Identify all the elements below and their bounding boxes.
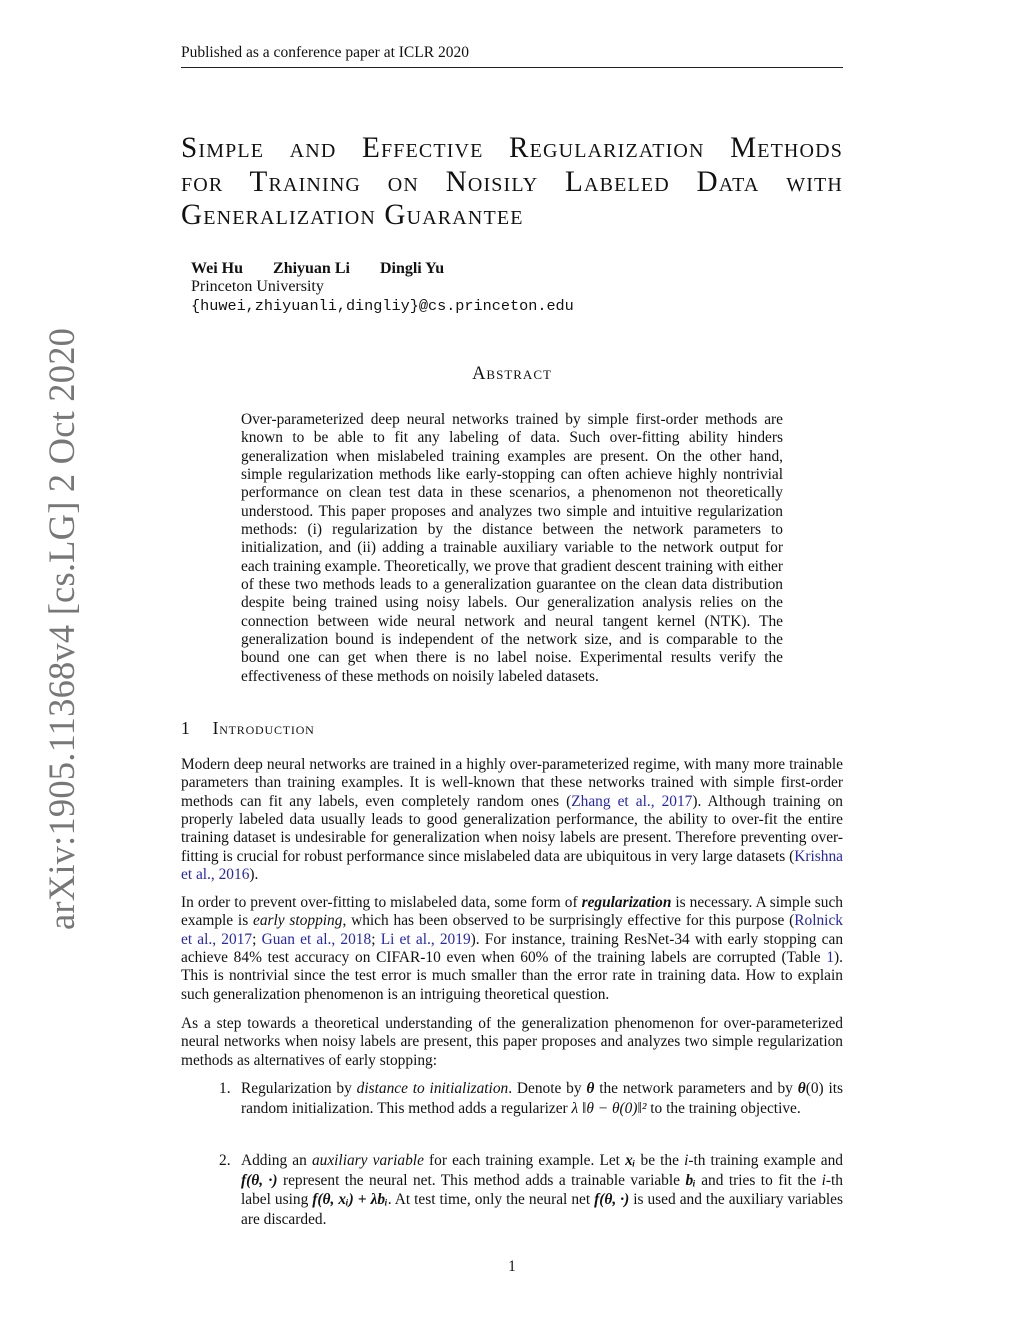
section-heading bbox=[181, 718, 315, 739]
section-number: 1 bbox=[181, 718, 191, 738]
citation-link[interactable]: Li et al., 2019 bbox=[380, 930, 471, 948]
list-item-1: 1. Regularization by distance to initialization. Denote by θ the network parameters and by θ(0) its random initialization. This method adds a regularizer λ ‖θ − θ(0)‖² to the training objective. bbox=[219, 1080, 844, 1117]
author-name: Zhiyuan Li bbox=[273, 260, 350, 277]
author-email: {huwei,zhiyuanli,dingliy}@cs.princeton.edu bbox=[191, 297, 574, 315]
running-header: Published as a conference paper at ICLR 2020 bbox=[181, 44, 843, 68]
citation-link[interactable]: Zhang et al., 2017 bbox=[571, 792, 693, 810]
intro-paragraph-2: In order to prevent over-fitting to mislabeled data, some form of regularization is necessary. A simple such example is early stopping, which has been observed to be surprisingly effective for this purpose (Rolnick et al., 2017; Guan et al., 2018; Li et al., 2019). For instance, training ResNet-34 with early stopping can achieve 84% test accuracy on CIFAR-10 even when 60% of the training labels are corrupted (Table 1). This is nontrivial since the test error is much smaller than the error rate in training data. How to explain such generalization phenomenon is an intriguing theoretical question. bbox=[181, 894, 844, 1003]
page-number: 1 bbox=[508, 1258, 516, 1275]
section-title: Introduction bbox=[212, 718, 315, 738]
paper-title bbox=[181, 132, 843, 233]
intro-paragraph-3: As a step towards a theoretical understanding of the generalization phenomenon for over-parameterized neural networks when noisy labels are present, this paper proposes and analyzes two simple regularization methods as alternatives of early stopping: bbox=[181, 1015, 843, 1069]
author-name: Dingli Yu bbox=[379, 260, 445, 277]
title-line-2: for Training on Noisily Labeled Data with bbox=[181, 165, 843, 198]
list-item-2: 2. Adding an auxiliary variable for each training example. Let xᵢ be the i-th training example and f(θ, ·) represent the neural net. This method adds a trainable variable bᵢ and tries to fit the i-th label using f(θ, xᵢ) + λbᵢ. At test time, only the neural net f(θ, ·) is used and the auxiliary variables are discarded. bbox=[219, 1152, 844, 1228]
title-line-3: Generalization Guarantee bbox=[181, 199, 524, 231]
abstract-heading: Abstract bbox=[472, 364, 552, 384]
title-line-1: Simple and Effective Regularization Methods bbox=[181, 132, 843, 164]
abstract-text: Over-parameterized deep neural networks trained by simple first-order methods are known to be able to fit any labeling of data. Such over-fitting ability hinders generalization when mislabeled training examples are present. On the other hand, simple regularization methods like early-stopping can often achieve highly nontrivial performance on clean test data in these scenarios, a phenomenon not theoretically understood. This paper proposes and analyzes two simple and intuitive regularization methods: (i) regularization by the distance between the network parameters to initialization, and (ii) adding a trainable auxiliary variable to the network output for each training example. Theoretically, we prove that gradient descent training with either of these two methods leads to a generalization guarantee on the clean data distribution despite being trained using noisy labels. Our generalization analysis relies on the connection between wide neural network and neural tangent kernel (NTK). The generalization bound is independent of the network size, and is comparable to the bound one can get when there is no label noise. Experimental results verify the effectiveness of these methods on noisily labeled datasets. bbox=[241, 411, 783, 685]
table-ref-link[interactable]: 1 bbox=[826, 949, 835, 967]
citation-link[interactable]: Rolnick et al., 2017 bbox=[181, 912, 843, 948]
author-list bbox=[191, 260, 470, 278]
citation-link[interactable]: Krishna et al., 2016 bbox=[181, 847, 843, 884]
list-number: 2. bbox=[219, 1152, 231, 1169]
citation-link[interactable]: Guan et al., 2018 bbox=[261, 930, 372, 948]
arxiv-stamp: arXiv:1905.11368v4 [cs.LG] 2 Oct 2020 bbox=[41, 327, 82, 930]
author-name: Wei Hu bbox=[191, 260, 244, 277]
list-number: 1. bbox=[219, 1080, 231, 1097]
affiliation: Princeton University bbox=[191, 278, 324, 295]
intro-paragraph-1: Modern deep neural networks are trained in a highly over-parameterized regime, with many more trainable parameters than training examples. It is well-known that these networks trained with simple first-order methods can fit any labels, even completely random ones (Zhang et al., 2017). Although training on properly labeled data usually leads to good generalization performance, the ability to over-fit the entire training dataset is undesirable for generalization when noisy labels are present. Therefore preventing over-fitting is crucial for robust performance since mislabeled data are ubiquitous in very large datasets (Krishna et al., 2016). bbox=[181, 756, 843, 884]
